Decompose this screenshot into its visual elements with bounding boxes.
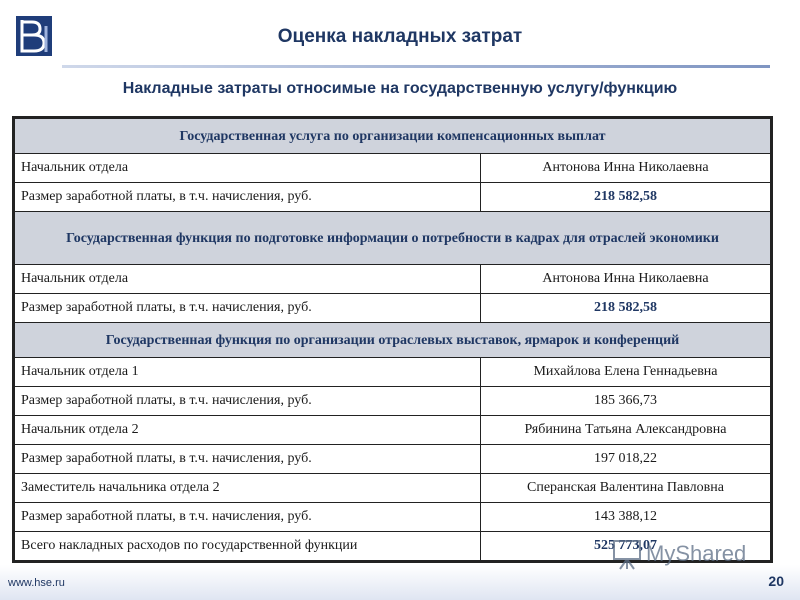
page-number: 20 (768, 573, 784, 589)
section-header (15, 119, 771, 154)
section-heading: Государственная функция по организации отраслевых выставок, ярмарок и конференций (15, 323, 771, 358)
watermark (610, 533, 770, 573)
presentation-icon (610, 537, 644, 571)
table-row (15, 183, 771, 212)
row-value: 185 366,73 (481, 387, 771, 416)
row-value: Антонова Инна Николаевна (481, 154, 771, 183)
section-header (15, 323, 771, 358)
row-label: Размер заработной платы, в т.ч. начисления, руб. (15, 503, 481, 532)
section-header (15, 212, 771, 265)
salary-value-highlight: 218 582,58 (481, 183, 771, 212)
section-heading: Государственная услуга по организации компенсационных выплат (15, 119, 771, 154)
table-row (15, 294, 771, 323)
table-row (15, 387, 771, 416)
row-label: Начальник отдела (15, 154, 481, 183)
row-label: Заместитель начальника отдела 2 (15, 474, 481, 503)
page-title: Оценка накладных затрат (277, 26, 523, 47)
row-value: Антонова Инна Николаевна (481, 265, 771, 294)
page-subtitle: Накладные затраты относимые на государственную услугу/функцию (122, 80, 678, 97)
table-row (15, 503, 771, 532)
salary-value-highlight: 218 582,58 (481, 294, 771, 323)
row-value: 143 388,12 (481, 503, 771, 532)
row-label: Начальник отдела 2 (15, 416, 481, 445)
row-value: Сперанская Валентина Павловна (481, 474, 771, 503)
total-label: Всего накладных расходов по государственной функции (15, 532, 481, 561)
row-label: Размер заработной платы, в т.ч. начисления, руб. (15, 445, 481, 474)
table-row (15, 416, 771, 445)
watermark-text: MyShared (646, 541, 747, 566)
section-heading: Государственная функция по подготовке информации о потребности в кадрах для отраслей экономики (15, 212, 771, 265)
footer-url-link[interactable]: www.hse.ru (8, 577, 65, 589)
row-value: Михайлова Елена Геннадьевна (481, 358, 771, 387)
overhead-cost-table (14, 118, 771, 561)
table-row (15, 358, 771, 387)
row-label: Размер заработной платы, в т.ч. начисления, руб. (15, 183, 481, 212)
row-label: Размер заработной платы, в т.ч. начисления, руб. (15, 294, 481, 323)
row-value: 197 018,22 (481, 445, 771, 474)
table-row (15, 474, 771, 503)
table-row (15, 445, 771, 474)
table-row (15, 265, 771, 294)
row-label: Начальник отдела 1 (15, 358, 481, 387)
table-row (15, 154, 771, 183)
row-label: Начальник отдела (15, 265, 481, 294)
title-divider (62, 65, 770, 68)
total-value: 525 773,07 (481, 532, 771, 561)
row-value: Рябинина Татьяна Александровна (481, 416, 771, 445)
row-label: Размер заработной платы, в т.ч. начисления, руб. (15, 387, 481, 416)
